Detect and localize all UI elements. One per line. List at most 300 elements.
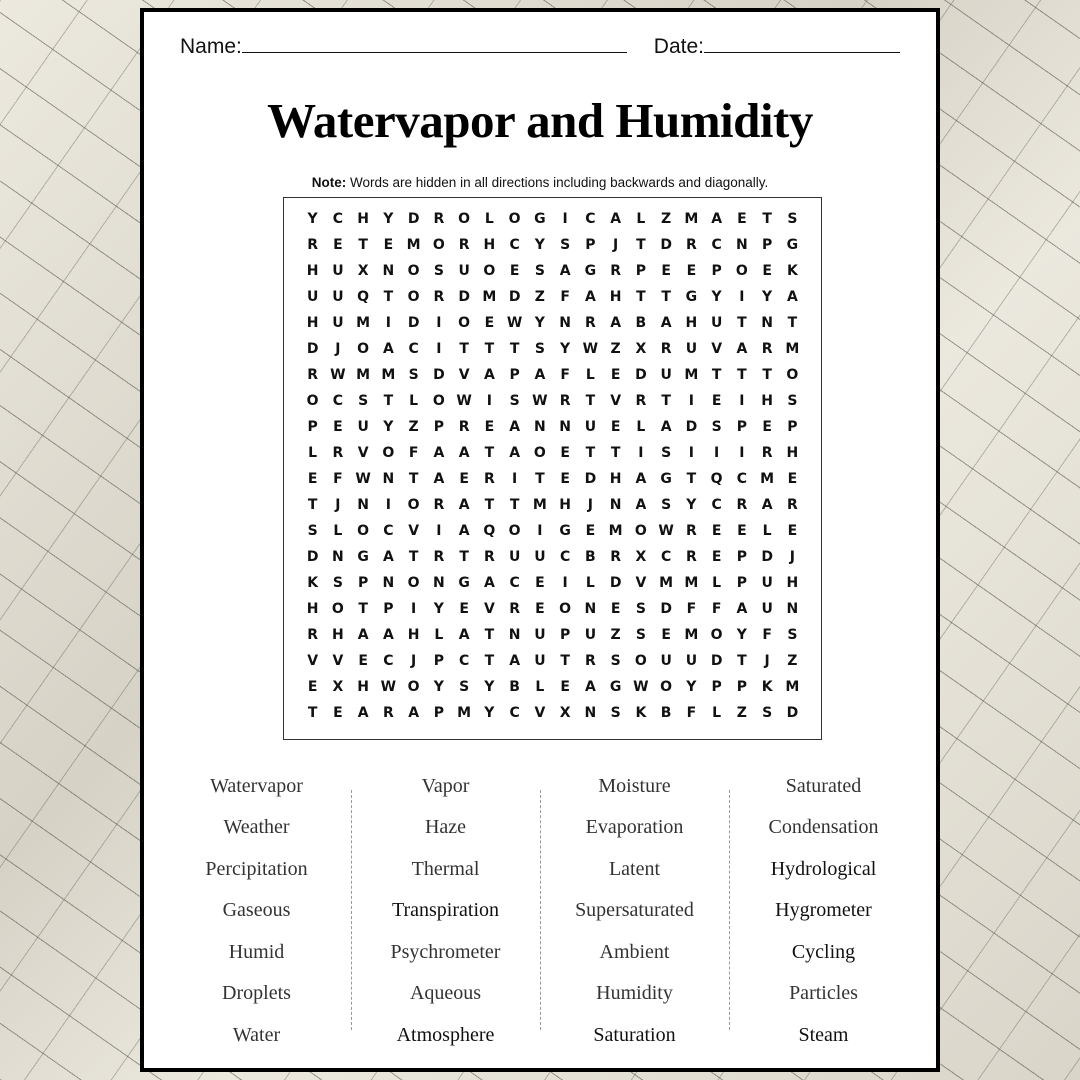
grid-cell[interactable]: T	[459, 549, 469, 565]
grid-cell[interactable]: M	[785, 341, 800, 357]
grid-cell[interactable]: E	[737, 211, 747, 227]
grid-cell[interactable]: A	[534, 367, 546, 383]
grid-cell[interactable]: E	[333, 419, 343, 435]
grid-cell[interactable]: M	[608, 523, 623, 539]
grid-cell[interactable]: S	[661, 445, 672, 461]
grid-cell[interactable]: D	[635, 367, 647, 383]
grid-cell[interactable]: J	[587, 497, 593, 513]
grid-cell[interactable]: A	[660, 419, 672, 435]
grid-cell[interactable]: F	[560, 367, 570, 383]
grid-cell[interactable]: M	[684, 211, 699, 227]
grid-cell[interactable]: G	[660, 471, 672, 487]
grid-cell[interactable]: S	[358, 393, 369, 409]
grid-cell[interactable]: O	[634, 523, 647, 539]
grid-cell[interactable]: Y	[433, 679, 444, 695]
grid-cell[interactable]: R	[433, 289, 445, 305]
grid-cell[interactable]: A	[584, 679, 596, 695]
grid-cell[interactable]: I	[411, 601, 417, 617]
grid-cell[interactable]: P	[433, 705, 444, 721]
grid-cell[interactable]: O	[357, 341, 370, 357]
grid-cell[interactable]: U	[534, 653, 546, 669]
grid-cell[interactable]: B	[509, 679, 520, 695]
grid-cell[interactable]: P	[736, 549, 747, 565]
grid-cell[interactable]: X	[559, 705, 571, 721]
grid-cell[interactable]: E	[560, 679, 570, 695]
grid-cell[interactable]: Y	[686, 497, 697, 513]
grid-cell[interactable]: O	[735, 263, 748, 279]
grid-cell[interactable]: W	[633, 679, 649, 695]
grid-cell[interactable]: Q	[483, 523, 496, 539]
grid-cell[interactable]: U	[660, 367, 672, 383]
grid-cell[interactable]: W	[532, 393, 548, 409]
grid-cell[interactable]: D	[660, 237, 672, 253]
grid-cell[interactable]: O	[508, 211, 521, 227]
grid-cell[interactable]: H	[786, 445, 799, 461]
grid-cell[interactable]: U	[332, 315, 344, 331]
grid-cell[interactable]: P	[383, 601, 394, 617]
grid-cell[interactable]: R	[559, 393, 571, 409]
grid-cell[interactable]: W	[582, 341, 599, 357]
grid-cell[interactable]: R	[307, 367, 319, 383]
grid-cell[interactable]: A	[382, 341, 394, 357]
grid-cell[interactable]: U	[332, 263, 344, 279]
grid-cell[interactable]: D	[761, 549, 773, 565]
grid-cell[interactable]: O	[331, 601, 344, 617]
grid-cell[interactable]: M	[684, 575, 699, 591]
grid-cell[interactable]: T	[509, 341, 520, 357]
grid-cell[interactable]: Z	[787, 653, 798, 669]
grid-cell[interactable]: A	[382, 627, 394, 643]
grid-cell[interactable]: E	[711, 523, 722, 539]
grid-cell[interactable]: R	[433, 211, 445, 227]
grid-cell[interactable]: A	[357, 627, 369, 643]
grid-cell[interactable]: P	[509, 367, 520, 383]
grid-cell[interactable]: I	[385, 497, 391, 513]
grid-cell[interactable]: R	[332, 445, 344, 461]
grid-cell[interactable]: C	[559, 549, 571, 565]
grid-cell[interactable]: T	[484, 445, 495, 461]
grid-cell[interactable]: S	[787, 627, 798, 643]
grid-cell[interactable]: T	[610, 445, 621, 461]
grid-cell[interactable]: U	[761, 601, 773, 617]
grid-cell[interactable]: T	[484, 341, 495, 357]
name-field[interactable]	[180, 32, 627, 59]
grid-cell[interactable]: E	[560, 445, 570, 461]
grid-cell[interactable]: S	[459, 679, 470, 695]
grid-cell[interactable]: I	[688, 445, 694, 461]
grid-cell[interactable]: R	[610, 263, 622, 279]
grid-cell[interactable]: E	[484, 315, 495, 331]
grid-cell[interactable]: D	[407, 315, 420, 331]
grid-cell[interactable]: I	[638, 445, 644, 461]
grid-cell[interactable]: O	[407, 679, 420, 695]
grid-cell[interactable]: N	[609, 497, 622, 513]
grid-cell[interactable]: F	[711, 601, 722, 617]
grid-cell[interactable]: I	[739, 289, 745, 305]
grid-cell[interactable]: H	[685, 315, 698, 331]
grid-cell[interactable]: X	[357, 263, 369, 279]
grid-cell[interactable]: A	[408, 705, 420, 721]
grid-cell[interactable]: T	[737, 315, 747, 331]
grid-cell[interactable]: S	[661, 497, 672, 513]
grid-cell[interactable]: R	[736, 497, 748, 513]
grid-cell[interactable]: T	[383, 393, 394, 409]
grid-cell[interactable]: E	[459, 471, 469, 487]
grid-cell[interactable]: J	[764, 653, 770, 669]
grid-cell[interactable]: E	[686, 263, 697, 279]
grid-cell[interactable]: H	[761, 393, 773, 409]
grid-cell[interactable]: L	[712, 705, 722, 721]
grid-cell[interactable]: R	[433, 497, 445, 513]
grid-cell[interactable]: T	[636, 289, 646, 305]
grid-cell[interactable]: I	[436, 315, 442, 331]
grid-cell[interactable]: V	[534, 705, 546, 721]
grid-cell[interactable]: W	[658, 523, 674, 539]
grid-cell[interactable]: F	[333, 471, 343, 487]
grid-cell[interactable]: E	[762, 419, 772, 435]
grid-cell[interactable]: C	[585, 211, 596, 227]
grid-cell[interactable]: U	[685, 653, 698, 669]
grid-cell[interactable]: I	[385, 315, 391, 331]
grid-cell[interactable]: Y	[534, 315, 545, 331]
grid-cell[interactable]: A	[509, 445, 521, 461]
grid-cell[interactable]: E	[610, 601, 621, 617]
grid-cell[interactable]: A	[711, 211, 723, 227]
grid-cell[interactable]: L	[535, 679, 545, 695]
grid-cell[interactable]: A	[483, 367, 495, 383]
grid-cell[interactable]: T	[585, 393, 596, 409]
grid-cell[interactable]: E	[333, 705, 343, 721]
grid-cell[interactable]: T	[484, 627, 495, 643]
grid-cell[interactable]: E	[610, 367, 621, 383]
grid-cell[interactable]: O	[483, 263, 496, 279]
grid-cell[interactable]: E	[307, 471, 318, 487]
grid-cell[interactable]: D	[786, 705, 799, 721]
grid-cell[interactable]: T	[560, 653, 570, 669]
grid-cell[interactable]: O	[306, 393, 319, 409]
grid-cell[interactable]: T	[737, 653, 747, 669]
grid-cell[interactable]: M	[785, 679, 800, 695]
grid-cell[interactable]: U	[508, 549, 521, 565]
grid-cell[interactable]: R	[584, 653, 596, 669]
grid-cell[interactable]: O	[710, 627, 723, 643]
grid-cell[interactable]: M	[356, 315, 371, 331]
grid-cell[interactable]: D	[710, 653, 723, 669]
grid-cell[interactable]: J	[411, 653, 417, 669]
grid-cell[interactable]: P	[711, 263, 722, 279]
grid-cell[interactable]: F	[686, 705, 697, 721]
grid-cell[interactable]: I	[562, 211, 568, 227]
grid-cell[interactable]: A	[635, 497, 647, 513]
grid-cell[interactable]: T	[459, 341, 469, 357]
grid-cell[interactable]: H	[332, 627, 344, 643]
grid-cell[interactable]: L	[434, 627, 444, 643]
grid-cell[interactable]: Y	[560, 341, 571, 357]
grid-cell[interactable]: T	[585, 445, 596, 461]
grid-cell[interactable]: K	[786, 263, 798, 279]
grid-cell[interactable]: M	[482, 289, 497, 305]
grid-cell[interactable]: P	[736, 679, 747, 695]
grid-cell[interactable]: W	[380, 679, 397, 695]
grid-cell[interactable]: G	[458, 575, 470, 591]
grid-cell[interactable]: A	[458, 523, 470, 539]
grid-cell[interactable]: E	[661, 263, 671, 279]
grid-cell[interactable]: U	[357, 419, 369, 435]
grid-cell[interactable]: T	[484, 653, 495, 669]
grid-cell[interactable]: N	[332, 549, 344, 565]
grid-cell[interactable]: F	[408, 445, 419, 461]
grid-cell[interactable]: Y	[307, 211, 318, 227]
grid-cell[interactable]: R	[610, 549, 622, 565]
grid-cell[interactable]: A	[433, 471, 445, 487]
grid-cell[interactable]: A	[483, 575, 495, 591]
grid-cell[interactable]: S	[762, 705, 773, 721]
grid-cell[interactable]: Z	[534, 289, 545, 305]
grid-cell[interactable]: A	[509, 653, 521, 669]
grid-cell[interactable]: S	[307, 523, 318, 539]
grid-cell[interactable]: V	[610, 393, 622, 409]
grid-cell[interactable]: Z	[736, 705, 747, 721]
grid-cell[interactable]: A	[786, 289, 798, 305]
grid-cell[interactable]: M	[457, 705, 472, 721]
grid-cell[interactable]: A	[660, 315, 672, 331]
grid-cell[interactable]: S	[711, 419, 722, 435]
grid-cell[interactable]: O	[458, 315, 471, 331]
grid-cell[interactable]: T	[711, 367, 722, 383]
grid-cell[interactable]: S	[787, 393, 798, 409]
grid-cell[interactable]: R	[761, 445, 773, 461]
grid-cell[interactable]: U	[332, 289, 344, 305]
grid-cell[interactable]: A	[635, 471, 647, 487]
grid-cell[interactable]: R	[458, 419, 470, 435]
grid-cell[interactable]: H	[306, 263, 319, 279]
grid-cell[interactable]: H	[306, 315, 319, 331]
grid-cell[interactable]: E	[787, 523, 798, 539]
grid-cell[interactable]: R	[307, 237, 319, 253]
grid-cell[interactable]: T	[307, 497, 318, 513]
grid-cell[interactable]: X	[635, 549, 647, 565]
grid-cell[interactable]: P	[736, 419, 747, 435]
grid-cell[interactable]: X	[332, 679, 344, 695]
grid-cell[interactable]: C	[383, 653, 394, 669]
grid-cell[interactable]: G	[357, 549, 369, 565]
grid-cell[interactable]: F	[762, 627, 772, 643]
grid-cell[interactable]: I	[436, 341, 442, 357]
grid-cell[interactable]: N	[534, 419, 546, 435]
grid-cell[interactable]: J	[789, 549, 795, 565]
grid-cell[interactable]: A	[736, 341, 748, 357]
grid-cell[interactable]: R	[483, 471, 495, 487]
grid-cell[interactable]: N	[584, 705, 597, 721]
grid-cell[interactable]: U	[534, 549, 546, 565]
grid-cell[interactable]: I	[436, 523, 442, 539]
grid-cell[interactable]: S	[408, 367, 419, 383]
grid-cell[interactable]: O	[407, 575, 420, 591]
grid-cell[interactable]: D	[433, 367, 445, 383]
grid-cell[interactable]: E	[535, 601, 545, 617]
grid-cell[interactable]: M	[684, 367, 699, 383]
grid-cell[interactable]: T	[762, 211, 772, 227]
grid-cell[interactable]: E	[737, 523, 747, 539]
grid-cell[interactable]: S	[332, 575, 343, 591]
grid-cell[interactable]: D	[609, 575, 622, 591]
grid-cell[interactable]: W	[330, 367, 346, 383]
grid-cell[interactable]: K	[635, 705, 647, 721]
grid-cell[interactable]: I	[714, 445, 720, 461]
grid-cell[interactable]: N	[786, 601, 799, 617]
grid-cell[interactable]: B	[660, 705, 672, 721]
grid-cell[interactable]: R	[458, 237, 470, 253]
grid-cell[interactable]: Z	[610, 627, 621, 643]
grid-cell[interactable]: R	[786, 497, 798, 513]
grid-cell[interactable]: S	[534, 341, 545, 357]
grid-cell[interactable]: R	[685, 237, 697, 253]
grid-cell[interactable]: A	[357, 705, 369, 721]
grid-cell[interactable]: N	[433, 575, 445, 591]
grid-cell[interactable]: L	[712, 575, 722, 591]
grid-cell[interactable]: P	[787, 419, 798, 435]
grid-cell[interactable]: O	[357, 523, 370, 539]
grid-cell[interactable]: U	[584, 419, 597, 435]
grid-cell[interactable]: Y	[484, 705, 495, 721]
grid-cell[interactable]: E	[509, 263, 520, 279]
grid-cell[interactable]: P	[635, 263, 646, 279]
grid-cell[interactable]: O	[533, 445, 546, 461]
grid-cell[interactable]: E	[585, 523, 596, 539]
grid-cell[interactable]: K	[761, 679, 773, 695]
grid-cell[interactable]: T	[509, 497, 520, 513]
grid-cell[interactable]: R	[483, 549, 495, 565]
grid-cell[interactable]: U	[306, 289, 319, 305]
grid-cell[interactable]: U	[710, 315, 723, 331]
grid-cell[interactable]: L	[636, 419, 646, 435]
grid-cell[interactable]: N	[382, 575, 395, 591]
grid-cell[interactable]: A	[458, 627, 470, 643]
grid-cell[interactable]: Y	[433, 601, 444, 617]
grid-cell[interactable]: Y	[762, 289, 773, 305]
grid-cell[interactable]: E	[333, 237, 343, 253]
grid-cell[interactable]: I	[512, 471, 518, 487]
grid-cell[interactable]: L	[585, 367, 595, 383]
grid-cell[interactable]: C	[736, 471, 748, 487]
grid-cell[interactable]: J	[335, 341, 341, 357]
grid-cell[interactable]: P	[307, 419, 318, 435]
grid-cell[interactable]: Q	[357, 289, 370, 305]
grid-cell[interactable]: O	[458, 211, 471, 227]
grid-cell[interactable]: Y	[534, 237, 545, 253]
grid-cell[interactable]: Y	[383, 419, 394, 435]
grid-cell[interactable]: Z	[408, 419, 419, 435]
grid-cell[interactable]: N	[382, 263, 395, 279]
grid-cell[interactable]: A	[458, 497, 470, 513]
grid-cell[interactable]: C	[509, 705, 520, 721]
grid-cell[interactable]: I	[486, 393, 492, 409]
grid-cell[interactable]: F	[686, 601, 697, 617]
grid-cell[interactable]: R	[685, 523, 697, 539]
grid-cell[interactable]: T	[358, 237, 368, 253]
grid-cell[interactable]: T	[535, 471, 545, 487]
grid-cell[interactable]: X	[635, 341, 647, 357]
grid-cell[interactable]: M	[406, 237, 421, 253]
grid-cell[interactable]: C	[408, 341, 419, 357]
grid-cell[interactable]: H	[609, 471, 622, 487]
grid-cell[interactable]: C	[711, 497, 722, 513]
grid-cell[interactable]: K	[307, 575, 319, 591]
grid-cell[interactable]: N	[382, 471, 395, 487]
grid-cell[interactable]: B	[585, 549, 596, 565]
grid-cell[interactable]: S	[610, 653, 621, 669]
grid-cell[interactable]: L	[585, 575, 595, 591]
grid-cell[interactable]: G	[786, 237, 799, 253]
grid-cell[interactable]: T	[661, 289, 671, 305]
grid-cell[interactable]: Z	[661, 211, 672, 227]
grid-cell[interactable]: F	[560, 289, 570, 305]
grid-cell[interactable]: U	[534, 627, 546, 643]
grid-cell[interactable]: T	[408, 549, 419, 565]
grid-cell[interactable]: P	[433, 653, 444, 669]
grid-cell[interactable]: I	[739, 393, 745, 409]
grid-cell[interactable]: U	[660, 653, 672, 669]
grid-cell[interactable]: D	[458, 289, 470, 305]
grid-cell[interactable]: T	[636, 237, 646, 253]
grid-cell[interactable]: S	[610, 705, 621, 721]
grid-cell[interactable]: R	[761, 341, 773, 357]
grid-cell[interactable]: N	[736, 237, 748, 253]
grid-cell[interactable]: N	[508, 627, 521, 643]
grid-cell[interactable]: Y	[484, 679, 495, 695]
grid-cell[interactable]: D	[508, 289, 521, 305]
grid-cell[interactable]: U	[761, 575, 773, 591]
grid-cell[interactable]: A	[382, 549, 394, 565]
grid-cell[interactable]: O	[432, 237, 445, 253]
grid-cell[interactable]: Q	[710, 471, 723, 487]
grid-cell[interactable]: L	[762, 523, 772, 539]
grid-cell[interactable]: O	[559, 601, 572, 617]
grid-cell[interactable]: U	[685, 341, 698, 357]
grid-cell[interactable]: E	[711, 549, 722, 565]
grid-cell[interactable]: E	[484, 419, 495, 435]
grid-cell[interactable]: C	[509, 575, 520, 591]
grid-cell[interactable]: W	[506, 315, 523, 331]
grid-cell[interactable]: R	[584, 315, 596, 331]
grid-cell[interactable]: Y	[383, 211, 394, 227]
grid-cell[interactable]: M	[381, 367, 396, 383]
grid-cell[interactable]: M	[760, 471, 775, 487]
grid-cell[interactable]: M	[684, 627, 699, 643]
grid-cell[interactable]: C	[383, 523, 394, 539]
grid-cell[interactable]: P	[736, 575, 747, 591]
grid-cell[interactable]: A	[761, 497, 773, 513]
grid-cell[interactable]: E	[307, 679, 318, 695]
grid-cell[interactable]: A	[610, 211, 622, 227]
grid-cell[interactable]: N	[761, 315, 773, 331]
grid-cell[interactable]: N	[584, 601, 597, 617]
grid-cell[interactable]: P	[433, 419, 444, 435]
grid-cell[interactable]: E	[787, 471, 798, 487]
grid-cell[interactable]: E	[560, 471, 570, 487]
grid-cell[interactable]: E	[610, 419, 621, 435]
grid-cell[interactable]: C	[711, 237, 722, 253]
grid-cell[interactable]: E	[383, 237, 394, 253]
grid-cell[interactable]: J	[613, 237, 619, 253]
grid-cell[interactable]: T	[737, 367, 747, 383]
grid-cell[interactable]: C	[332, 393, 344, 409]
grid-cell[interactable]: A	[458, 445, 470, 461]
grid-cell[interactable]: H	[483, 237, 496, 253]
grid-cell[interactable]: O	[786, 367, 799, 383]
grid-cell[interactable]: N	[559, 315, 571, 331]
grid-cell[interactable]: O	[432, 393, 445, 409]
